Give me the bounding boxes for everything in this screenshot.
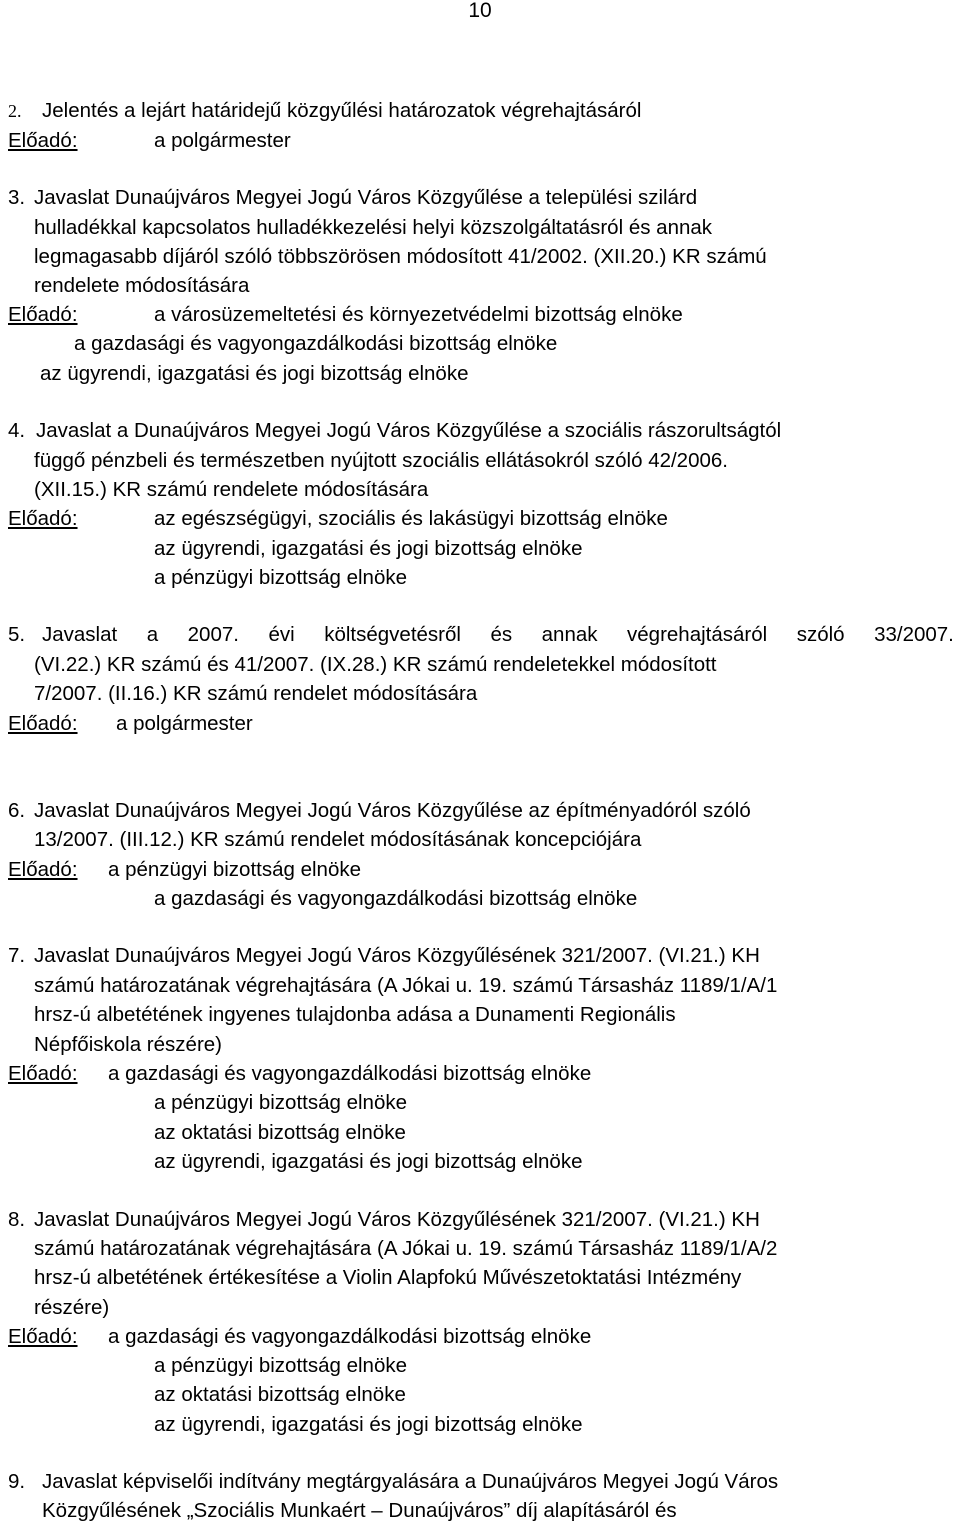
presenter: a gazdasági és vagyongazdálkodási bizottság elnöke bbox=[74, 332, 558, 355]
presenter: a pénzügyi bizottság elnöke bbox=[154, 1354, 408, 1377]
presenter: az oktatási bizottság elnöke bbox=[154, 1383, 406, 1406]
item-title-line: számú határozatának végrehajtására (A Jókai u. 19. számú Társasház 1189/1/A/2 bbox=[34, 1237, 778, 1260]
item-title-line: függő pénzbeli és természetben nyújtott szociális ellátásokról szóló 42/2006. bbox=[34, 449, 728, 472]
presenter: az ügyrendi, igazgatási és jogi bizottság elnöke bbox=[40, 362, 469, 385]
item-title-line: hulladékkal kapcsolatos hulladékkezelési helyi közszolgáltatásról és annak bbox=[34, 216, 713, 239]
item-title-line: Közgyűlésének „Szociális Munkaért – Dunaújváros” díj alapításáról és bbox=[42, 1499, 677, 1522]
item-number: 4. bbox=[8, 419, 26, 442]
presenter: a gazdasági és vagyongazdálkodási bizottság elnöke bbox=[108, 1062, 592, 1085]
item-number: 7. bbox=[8, 944, 26, 967]
item-title-line: (VI.22.) KR számú és 41/2007. (IX.28.) KR számú rendeletekkel módosított bbox=[34, 653, 717, 676]
word: 33/2007. bbox=[874, 623, 954, 646]
item-title-line: hrsz-ú albetétének értékesítése a Violin Alapfokú Művészetoktatási Intézmény bbox=[34, 1266, 742, 1289]
item-number: 2. bbox=[8, 101, 22, 121]
item-title-line: 7/2007. (II.16.) KR számú rendelet módosítására bbox=[34, 682, 478, 705]
presenter-label: Előadó: bbox=[8, 1325, 78, 1348]
item-title-line: Javaslat Dunaújváros Megyei Jogú Város Közgyűlése az építményadóról szóló bbox=[34, 799, 751, 822]
presenter: a gazdasági és vagyongazdálkodási bizottság elnöke bbox=[154, 887, 638, 910]
presenter-label: Előadó: bbox=[8, 507, 78, 530]
presenter: a polgármester bbox=[116, 712, 253, 735]
item-title-line: hrsz-ú albetétének ingyenes tulajdonba adása a Dunamenti Regionális bbox=[34, 1003, 676, 1026]
item-number: 3. bbox=[8, 186, 26, 209]
presenter: a városüzemeltetési és környezetvédelmi bizottság elnöke bbox=[154, 303, 683, 326]
item-title-line-text bbox=[42, 622, 954, 648]
presenter-label: Előadó: bbox=[8, 129, 78, 152]
item-title-line: rendelete módosítására bbox=[34, 274, 250, 297]
item-title-line: (XII.15.) KR számú rendelete módosítására bbox=[34, 478, 429, 501]
item-number: 6. bbox=[8, 799, 26, 822]
item-number: 9. bbox=[8, 1470, 26, 1493]
item-title-line: Javaslat képviselői indítvány megtárgyalására a Dunaújváros Megyei Jogú Város bbox=[42, 1470, 779, 1493]
word: 2007. bbox=[187, 623, 239, 646]
presenter: a pénzügyi bizottság elnöke bbox=[154, 566, 408, 589]
item-title-line: Javaslat Dunaújváros Megyei Jogú Város Közgyűlése a települési szilárd bbox=[34, 186, 698, 209]
presenter: az oktatási bizottság elnöke bbox=[154, 1121, 406, 1144]
presenter-label: Előadó: bbox=[8, 1062, 78, 1085]
word: költségvetésről bbox=[324, 623, 461, 646]
word: évi bbox=[268, 623, 295, 646]
presenter-label: Előadó: bbox=[8, 303, 78, 326]
item-title-line: Javaslat a Dunaújváros Megyei Jogú Város Közgyűlése a szociális rászorultságtól bbox=[36, 419, 782, 442]
presenter: a polgármester bbox=[154, 129, 291, 152]
presenter: az ügyrendi, igazgatási és jogi bizottság elnöke bbox=[154, 537, 583, 560]
item-title-line: számú határozatának végrehajtására (A Jókai u. 19. számú Társasház 1189/1/A/1 bbox=[34, 974, 778, 997]
presenter-label: Előadó: bbox=[8, 858, 78, 881]
word: a bbox=[146, 623, 159, 646]
item-number: 8. bbox=[8, 1208, 26, 1231]
item-title-line: 13/2007. (III.12.) KR számú rendelet módosításának koncepciójára bbox=[34, 828, 642, 851]
word: Javaslat bbox=[42, 623, 118, 646]
presenter: az ügyrendi, igazgatási és jogi bizottság elnöke bbox=[154, 1413, 583, 1436]
item-title-line: Javaslat Dunaújváros Megyei Jogú Város Közgyűlésének 321/2007. (VI.21.) KH bbox=[34, 1208, 760, 1231]
word: annak bbox=[541, 623, 598, 646]
presenter-label: Előadó: bbox=[8, 712, 78, 735]
item-title-line: legmagasabb díjáról szóló többszörösen módosított 41/2002. (XII.20.) KR számú bbox=[34, 245, 767, 268]
presenter: a gazdasági és vagyongazdálkodási bizottság elnöke bbox=[108, 1325, 592, 1348]
item-title-line bbox=[42, 622, 954, 648]
presenter: a pénzügyi bizottság elnöke bbox=[154, 1091, 408, 1114]
word: végrehajtásáról bbox=[627, 623, 768, 646]
word: és bbox=[490, 623, 513, 646]
page-number: 10 bbox=[468, 0, 492, 22]
presenter: az egészségügyi, szociális és lakásügyi bizottság elnöke bbox=[154, 507, 668, 530]
presenter: az ügyrendi, igazgatási és jogi bizottság elnöke bbox=[154, 1150, 583, 1173]
item-title-line: Jelentés a lejárt határidejű közgyűlési határozatok végrehajtásáról bbox=[42, 99, 642, 122]
item-number: 5. bbox=[8, 623, 26, 646]
item-title-line: Javaslat Dunaújváros Megyei Jogú Város Közgyűlésének 321/2007. (VI.21.) KH bbox=[34, 944, 760, 967]
item-title-line: részére) bbox=[34, 1296, 110, 1319]
item-title-line: Népfőiskola részére) bbox=[34, 1033, 222, 1056]
word: szóló bbox=[796, 623, 845, 646]
presenter: a pénzügyi bizottság elnöke bbox=[108, 858, 362, 881]
